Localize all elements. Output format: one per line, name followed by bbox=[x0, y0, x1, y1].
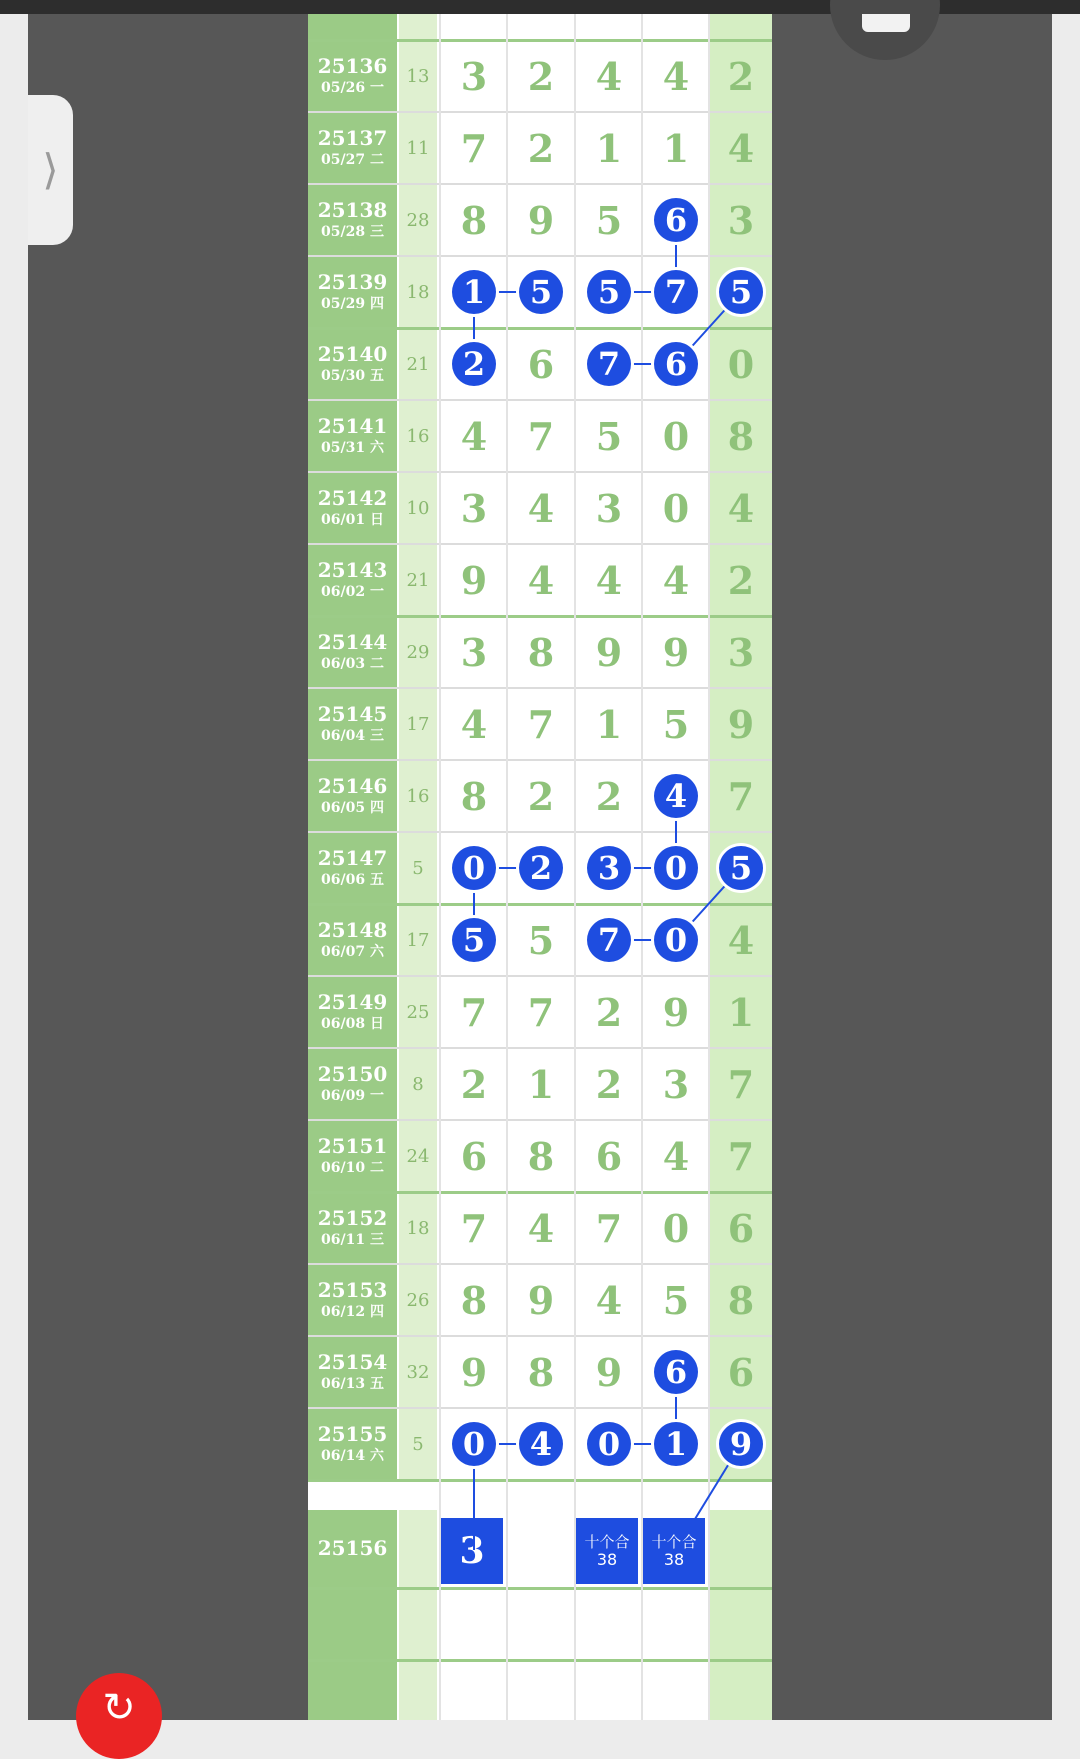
digit-value: 2 bbox=[527, 125, 555, 171]
sum-cell: 18 bbox=[399, 256, 437, 328]
sum-cell: 18 bbox=[399, 1192, 437, 1264]
issue-number: 25152 bbox=[317, 1206, 388, 1230]
digit-value: 8 bbox=[460, 773, 488, 819]
digit-value: 5 bbox=[595, 197, 623, 243]
digit-value: 2 bbox=[595, 773, 623, 819]
digit-value: 7 bbox=[460, 989, 488, 1035]
digit-value: 2 bbox=[460, 1061, 488, 1107]
issue-date: 06/10 二 bbox=[321, 1160, 384, 1176]
issue-date: 06/04 三 bbox=[321, 728, 384, 744]
digit-value: 0 bbox=[662, 485, 690, 531]
highlight-ball: 2 bbox=[452, 342, 496, 386]
digit-value: 7 bbox=[460, 125, 488, 171]
sum-cell: 32 bbox=[399, 1336, 437, 1408]
highlight-ball: 1 bbox=[452, 270, 496, 314]
digit-value: 9 bbox=[460, 1349, 488, 1395]
digit-value: 3 bbox=[662, 1061, 690, 1107]
prediction-cell-col4[interactable]: 十个合 38 bbox=[643, 1518, 705, 1584]
digit-value: 4 bbox=[595, 53, 623, 99]
sum-cell: 29 bbox=[399, 616, 437, 688]
digit-value: 4 bbox=[727, 917, 755, 963]
digit-value: 3 bbox=[460, 629, 488, 675]
issue-date: 05/27 二 bbox=[321, 152, 384, 168]
digit-value: 6 bbox=[727, 1349, 755, 1395]
digit-value: 2 bbox=[727, 557, 755, 603]
digit-value: 4 bbox=[595, 557, 623, 603]
digit-value: 7 bbox=[595, 1205, 623, 1251]
issue-date: 05/28 三 bbox=[321, 224, 384, 240]
digit-value: 6 bbox=[527, 341, 555, 387]
issue-number: 25136 bbox=[317, 54, 388, 78]
issue-number: 25138 bbox=[317, 198, 388, 222]
digit-value: 9 bbox=[595, 629, 623, 675]
sum-cell: 13 bbox=[399, 40, 437, 112]
chevron-right-icon: ⟩ bbox=[42, 145, 59, 194]
highlight-ball: 3 bbox=[587, 846, 631, 890]
highlight-ball: 4 bbox=[519, 1422, 563, 1466]
issue-date: 06/07 六 bbox=[321, 944, 384, 960]
sum-cell: 24 bbox=[399, 1120, 437, 1192]
issue-number: 25143 bbox=[317, 558, 388, 582]
sum-cell: 21 bbox=[399, 328, 437, 400]
highlight-ball: 2 bbox=[519, 846, 563, 890]
highlight-ball: 0 bbox=[654, 918, 698, 962]
digit-value: 8 bbox=[460, 1277, 488, 1323]
digit-value: 6 bbox=[595, 1133, 623, 1179]
digit-value: 9 bbox=[460, 557, 488, 603]
issue-date: 06/02 一 bbox=[321, 584, 384, 600]
digit-value: 0 bbox=[727, 341, 755, 387]
highlight-ball: 5 bbox=[719, 270, 763, 314]
digit-value: 4 bbox=[460, 413, 488, 459]
prediction-cell-col1[interactable]: 3 bbox=[441, 1518, 503, 1584]
highlight-ball: 0 bbox=[587, 1422, 631, 1466]
digit-value: 0 bbox=[662, 1205, 690, 1251]
digit-value: 2 bbox=[595, 989, 623, 1035]
sum-cell: 11 bbox=[399, 112, 437, 184]
digit-value: 8 bbox=[727, 413, 755, 459]
issue-date: 05/29 四 bbox=[321, 296, 384, 312]
sum-cell: 16 bbox=[399, 400, 437, 472]
issue-number: 25141 bbox=[317, 414, 388, 438]
sum-cell: 25 bbox=[399, 976, 437, 1048]
highlight-ball: 6 bbox=[654, 342, 698, 386]
digit-value: 4 bbox=[527, 1205, 555, 1251]
issue-date: 06/01 日 bbox=[321, 512, 384, 528]
issue-number: 25148 bbox=[317, 918, 388, 942]
issue-number: 25144 bbox=[317, 630, 388, 654]
digit-value: 4 bbox=[527, 485, 555, 531]
digit-value: 8 bbox=[460, 197, 488, 243]
highlight-ball: 0 bbox=[452, 1422, 496, 1466]
digit-value: 1 bbox=[595, 125, 623, 171]
issue-date: 05/31 六 bbox=[321, 440, 384, 456]
issue-number: 25151 bbox=[317, 1134, 388, 1158]
digit-value: 9 bbox=[727, 701, 755, 747]
digit-value: 3 bbox=[727, 197, 755, 243]
digit-value: 9 bbox=[527, 1277, 555, 1323]
issue-date: 06/12 四 bbox=[321, 1304, 384, 1320]
highlight-ball: 0 bbox=[452, 846, 496, 890]
sum-cell: 16 bbox=[399, 760, 437, 832]
highlight-ball: 7 bbox=[654, 270, 698, 314]
highlight-ball: 7 bbox=[587, 342, 631, 386]
issue-number: 25145 bbox=[317, 702, 388, 726]
issue-number: 25155 bbox=[317, 1422, 388, 1446]
digit-value: 6 bbox=[460, 1133, 488, 1179]
issue-number: 25139 bbox=[317, 270, 388, 294]
highlight-ball: 0 bbox=[654, 846, 698, 890]
digit-value: 6 bbox=[727, 1205, 755, 1251]
issue-number: 25154 bbox=[317, 1350, 388, 1374]
viewer-control-icon[interactable] bbox=[862, 14, 910, 32]
sum-cell: 21 bbox=[399, 544, 437, 616]
sum-cell: 17 bbox=[399, 904, 437, 976]
issue-date: 06/09 一 bbox=[321, 1088, 384, 1104]
digit-value: 5 bbox=[527, 917, 555, 963]
issue-date: 06/14 六 bbox=[321, 1448, 384, 1464]
digit-value: 8 bbox=[727, 1277, 755, 1323]
digit-value: 9 bbox=[662, 989, 690, 1035]
digit-value: 0 bbox=[662, 413, 690, 459]
digit-value: 8 bbox=[527, 1133, 555, 1179]
digit-value: 9 bbox=[662, 629, 690, 675]
digit-value: 4 bbox=[527, 557, 555, 603]
digit-value: 7 bbox=[727, 1133, 755, 1179]
digit-value: 1 bbox=[662, 125, 690, 171]
sum-cell: 5 bbox=[399, 1408, 437, 1480]
digit-value: 4 bbox=[595, 1277, 623, 1323]
highlight-ball: 9 bbox=[719, 1422, 763, 1466]
digit-value: 3 bbox=[595, 485, 623, 531]
digit-value: 7 bbox=[460, 1205, 488, 1251]
digit-value: 2 bbox=[595, 1061, 623, 1107]
digit-value: 5 bbox=[595, 413, 623, 459]
digit-value: 4 bbox=[727, 485, 755, 531]
digit-value: 4 bbox=[662, 1133, 690, 1179]
issue-number: 25137 bbox=[317, 126, 388, 150]
digit-value: 4 bbox=[727, 125, 755, 171]
issue-number: 25140 bbox=[317, 342, 388, 366]
issue-date: 06/13 五 bbox=[321, 1376, 384, 1392]
digit-value: 3 bbox=[727, 629, 755, 675]
digit-value: 7 bbox=[727, 1061, 755, 1107]
highlight-ball: 5 bbox=[519, 270, 563, 314]
highlight-ball: 6 bbox=[654, 198, 698, 242]
sum-cell: 5 bbox=[399, 832, 437, 904]
digit-value: 5 bbox=[662, 701, 690, 747]
digit-value: 8 bbox=[527, 629, 555, 675]
issue-number: 25150 bbox=[317, 1062, 388, 1086]
issue-number: 25142 bbox=[317, 486, 388, 510]
digit-value: 1 bbox=[527, 1061, 555, 1107]
sum-cell: 26 bbox=[399, 1264, 437, 1336]
highlight-ball: 5 bbox=[719, 846, 763, 890]
highlight-ball: 4 bbox=[654, 774, 698, 818]
prediction-cell-col3[interactable]: 十个合 38 bbox=[576, 1518, 638, 1584]
refresh-icon: ↻ bbox=[102, 1685, 136, 1731]
expand-panel-tab[interactable] bbox=[28, 95, 73, 245]
digit-value: 7 bbox=[527, 701, 555, 747]
issue-date: 06/06 五 bbox=[321, 872, 384, 888]
highlight-ball: 6 bbox=[654, 1350, 698, 1394]
digit-value: 2 bbox=[727, 53, 755, 99]
lottery-trend-chart bbox=[308, 14, 772, 1720]
prediction-issue: 25156 bbox=[317, 1536, 388, 1560]
digit-value: 9 bbox=[527, 197, 555, 243]
issue-number: 25146 bbox=[317, 774, 388, 798]
digit-value: 1 bbox=[727, 989, 755, 1035]
issue-date: 05/30 五 bbox=[321, 368, 384, 384]
digit-value: 2 bbox=[527, 773, 555, 819]
issue-number: 25147 bbox=[317, 846, 388, 870]
digit-value: 1 bbox=[595, 701, 623, 747]
digit-value: 4 bbox=[460, 701, 488, 747]
highlight-ball: 5 bbox=[587, 270, 631, 314]
digit-value: 3 bbox=[460, 485, 488, 531]
digit-value: 9 bbox=[595, 1349, 623, 1395]
digit-value: 4 bbox=[662, 557, 690, 603]
digit-value: 8 bbox=[527, 1349, 555, 1395]
issue-number: 25149 bbox=[317, 990, 388, 1014]
issue-date: 06/05 四 bbox=[321, 800, 384, 816]
digit-value: 5 bbox=[662, 1277, 690, 1323]
digit-value: 7 bbox=[727, 773, 755, 819]
issue-date: 05/26 一 bbox=[321, 80, 384, 96]
sum-cell: 8 bbox=[399, 1048, 437, 1120]
highlight-ball: 1 bbox=[654, 1422, 698, 1466]
issue-date: 06/11 三 bbox=[321, 1232, 384, 1248]
issue-date: 06/08 日 bbox=[321, 1016, 384, 1032]
issue-date: 06/03 二 bbox=[321, 656, 384, 672]
sum-cell: 17 bbox=[399, 688, 437, 760]
digit-value: 2 bbox=[527, 53, 555, 99]
sum-cell: 10 bbox=[399, 472, 437, 544]
digit-value: 3 bbox=[460, 53, 488, 99]
digit-value: 4 bbox=[662, 53, 690, 99]
highlight-ball: 7 bbox=[587, 918, 631, 962]
highlight-ball: 5 bbox=[452, 918, 496, 962]
digit-value: 7 bbox=[527, 989, 555, 1035]
refresh-button[interactable] bbox=[76, 1673, 162, 1759]
issue-number: 25153 bbox=[317, 1278, 388, 1302]
digit-value: 7 bbox=[527, 413, 555, 459]
sum-cell: 28 bbox=[399, 184, 437, 256]
